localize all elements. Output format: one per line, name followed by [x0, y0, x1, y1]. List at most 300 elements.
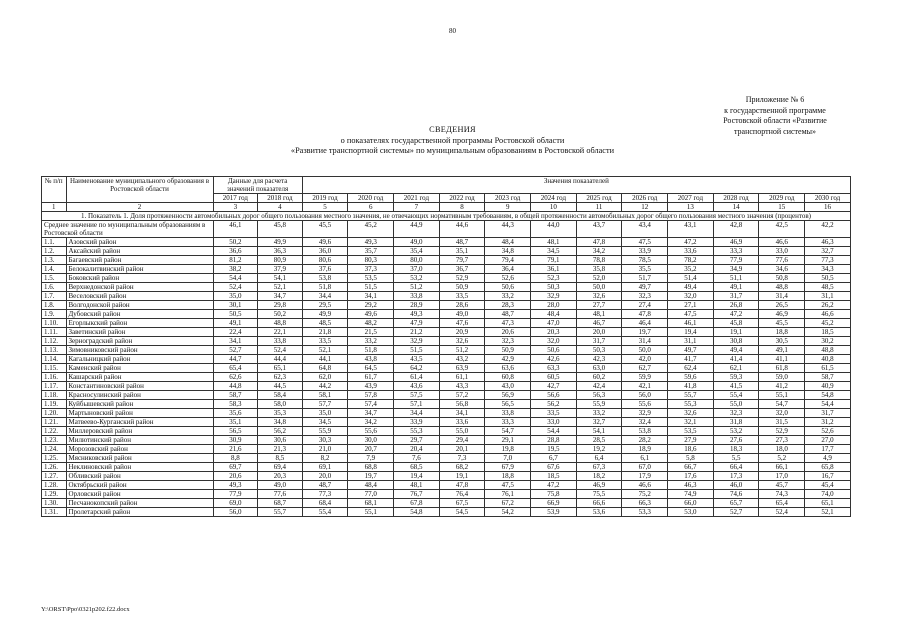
- value-cell: 74,0: [805, 490, 851, 499]
- value-cell: 27,9: [668, 436, 714, 445]
- value-cell: 43,0: [485, 382, 531, 391]
- value-cell: 50,2: [258, 310, 303, 319]
- value-cell: 45,2: [348, 221, 394, 238]
- column-number: 8: [439, 203, 485, 212]
- value-cell: 58,1: [302, 391, 348, 400]
- value-cell: 32,9: [531, 292, 577, 301]
- value-cell: 47,5: [668, 310, 714, 319]
- value-cell: 18,5: [531, 472, 577, 481]
- value-cell: 32,7: [576, 418, 622, 427]
- value-cell: 36,6: [213, 247, 258, 256]
- value-cell: 76,4: [439, 490, 485, 499]
- value-cell: 41,5: [713, 382, 759, 391]
- value-cell: 42,0: [622, 355, 668, 364]
- table-row: [42, 454, 851, 463]
- value-cell: 52,4: [258, 346, 303, 355]
- value-cell: 19,5: [531, 445, 577, 454]
- value-cell: 62,3: [258, 373, 303, 382]
- value-cell: 49,7: [622, 283, 668, 292]
- value-cell: 61,4: [394, 373, 440, 382]
- value-cell: 50,6: [485, 283, 531, 292]
- header-calc-data: Данные для расчета значений показателя: [213, 177, 302, 194]
- value-cell: 35,0: [213, 292, 258, 301]
- value-cell: 57,7: [302, 400, 348, 409]
- value-cell: 52,0: [576, 274, 622, 283]
- value-cell: 17,3: [713, 472, 759, 481]
- column-number: 6: [348, 203, 394, 212]
- value-cell: 67,3: [576, 463, 622, 472]
- value-cell: 44,8: [213, 382, 258, 391]
- value-cell: 32,3: [485, 337, 531, 346]
- value-cell: 34,5: [531, 247, 577, 256]
- value-cell: 20,3: [531, 328, 577, 337]
- value-cell: 67,5: [439, 499, 485, 508]
- value-cell: 56,2: [258, 427, 303, 436]
- value-cell: 41,8: [668, 382, 714, 391]
- value-cell: 47,2: [531, 481, 577, 490]
- value-cell: 57,5: [394, 391, 440, 400]
- row-number: 1.15.: [42, 364, 67, 373]
- table-row: [42, 436, 851, 445]
- value-cell: 76,7: [394, 490, 440, 499]
- value-cell: 54,4: [531, 427, 577, 436]
- appendix-line: транспортной системы»: [733, 126, 817, 136]
- value-cell: 19,4: [394, 472, 440, 481]
- value-cell: 53,2: [394, 274, 440, 283]
- value-cell: 55,3: [394, 427, 440, 436]
- value-cell: 50,0: [622, 346, 668, 355]
- value-cell: 48,1: [394, 481, 440, 490]
- value-cell: 42,9: [485, 355, 531, 364]
- value-cell: 52,6: [805, 427, 851, 436]
- average-name: Среднее значение по муниципальным образованиям в Ростовской области: [42, 221, 214, 238]
- table-row: [42, 490, 851, 499]
- value-cell: 49,4: [668, 283, 714, 292]
- value-cell: 56,5: [213, 427, 258, 436]
- value-cell: 34,9: [713, 265, 759, 274]
- value-cell: 49,6: [302, 238, 348, 247]
- value-cell: 17,7: [805, 445, 851, 454]
- value-cell: 59,9: [622, 373, 668, 382]
- value-cell: 34,2: [348, 418, 394, 427]
- value-cell: 28,9: [394, 301, 440, 310]
- value-cell: 48,7: [302, 481, 348, 490]
- value-cell: 47,5: [485, 481, 531, 490]
- value-cell: 48,5: [302, 319, 348, 328]
- district-name: Константиновский район: [66, 382, 213, 391]
- value-cell: 20,0: [302, 472, 348, 481]
- value-cell: 29,2: [348, 301, 394, 310]
- value-cell: 20,0: [576, 328, 622, 337]
- value-cell: 49,9: [258, 238, 303, 247]
- value-cell: 31,7: [713, 292, 759, 301]
- value-cell: 46,9: [759, 310, 805, 319]
- value-cell: 32,7: [805, 247, 851, 256]
- value-cell: 47,2: [713, 310, 759, 319]
- value-cell: 46,7: [576, 319, 622, 328]
- value-cell: 65,1: [258, 364, 303, 373]
- district-name: Веселовский район: [66, 292, 213, 301]
- value-cell: 52,7: [713, 508, 759, 517]
- value-cell: 31,1: [668, 337, 714, 346]
- value-cell: 30,0: [348, 436, 394, 445]
- value-cell: 48,8: [258, 319, 303, 328]
- district-name: Октябрьский район: [66, 481, 213, 490]
- district-name: Красносулинский район: [66, 391, 213, 400]
- value-cell: 47,8: [576, 238, 622, 247]
- header-name: Наименование муниципального образования в Ростовской области: [66, 177, 213, 203]
- value-cell: 59,3: [713, 373, 759, 382]
- value-cell: 18,8: [759, 328, 805, 337]
- value-cell: 31,4: [759, 292, 805, 301]
- value-cell: 33,0: [759, 247, 805, 256]
- value-cell: 30,1: [213, 301, 258, 310]
- district-name: Мартыновский район: [66, 409, 213, 418]
- value-cell: 56,2: [531, 400, 577, 409]
- value-cell: 17,0: [759, 472, 805, 481]
- value-cell: 49,1: [759, 346, 805, 355]
- value-cell: 33,0: [531, 418, 577, 427]
- value-cell: 49,6: [348, 310, 394, 319]
- value-cell: 52,1: [258, 283, 303, 292]
- row-number: 1.2.: [42, 247, 67, 256]
- district-name: Орловский район: [66, 490, 213, 499]
- value-cell: 78,2: [668, 256, 714, 265]
- value-cell: 78,5: [622, 256, 668, 265]
- value-cell: 19,8: [485, 445, 531, 454]
- column-number: 5: [302, 203, 348, 212]
- value-cell: 51,2: [394, 283, 440, 292]
- value-cell: 54,4: [213, 274, 258, 283]
- value-cell: 44,0: [531, 221, 577, 238]
- value-cell: 17,9: [622, 472, 668, 481]
- value-cell: 66,0: [668, 499, 714, 508]
- value-cell: 32,9: [394, 337, 440, 346]
- value-cell: 47,9: [394, 319, 440, 328]
- value-cell: 30,2: [805, 337, 851, 346]
- value-cell: 18,3: [713, 445, 759, 454]
- district-name: Дубовский район: [66, 310, 213, 319]
- table-row: [42, 301, 851, 310]
- value-cell: 45,5: [302, 221, 348, 238]
- value-cell: 19,1: [713, 328, 759, 337]
- value-cell: 34,5: [302, 418, 348, 427]
- value-cell: 74,3: [759, 490, 805, 499]
- value-cell: 67,6: [531, 463, 577, 472]
- value-cell: 49,0: [258, 481, 303, 490]
- value-cell: 21,8: [302, 328, 348, 337]
- value-cell: 27,7: [576, 301, 622, 310]
- value-cell: 20,4: [394, 445, 440, 454]
- value-cell: 51,2: [439, 346, 485, 355]
- value-cell: 79,1: [531, 256, 577, 265]
- value-cell: 69,0: [213, 499, 258, 508]
- district-name: Куйбышевский район: [66, 400, 213, 409]
- value-cell: 55,0: [713, 400, 759, 409]
- row-number: 1.21.: [42, 418, 67, 427]
- value-cell: 55,1: [759, 391, 805, 400]
- value-cell: 21,6: [213, 445, 258, 454]
- table-row: [42, 427, 851, 436]
- value-cell: 43,2: [439, 355, 485, 364]
- value-cell: 18,2: [576, 472, 622, 481]
- value-cell: 53,8: [622, 427, 668, 436]
- value-cell: 34,4: [394, 409, 440, 418]
- value-cell: 40,9: [805, 382, 851, 391]
- value-cell: 5,2: [759, 454, 805, 463]
- value-cell: 33,6: [439, 418, 485, 427]
- value-cell: 50,6: [531, 346, 577, 355]
- table-row: [42, 292, 851, 301]
- column-number: 2: [66, 203, 213, 212]
- value-cell: 49,3: [394, 310, 440, 319]
- header-year: 2021 год: [394, 194, 440, 203]
- header-year: 2025 год: [576, 194, 622, 203]
- table-row: [42, 364, 851, 373]
- value-cell: 44,1: [302, 355, 348, 364]
- indicator-description: 1. Показатель 1. Доля протяженности автомобильных дорог общего пользования местного значения, не отвечающих нормативным требованиям, в общей протяженности автомобильных дорог общего пользования местного значения (процентов): [42, 212, 851, 221]
- header-year: 2022 год: [439, 194, 485, 203]
- value-cell: 75,8: [531, 490, 577, 499]
- table-row: [42, 445, 851, 454]
- value-cell: 29,5: [302, 301, 348, 310]
- value-cell: 53,5: [668, 427, 714, 436]
- value-cell: 29,7: [394, 436, 440, 445]
- value-cell: 55,3: [668, 400, 714, 409]
- value-cell: 42,2: [805, 221, 851, 238]
- value-cell: 22,1: [258, 328, 303, 337]
- district-name: Мясниковский район: [66, 454, 213, 463]
- value-cell: 44,4: [258, 355, 303, 364]
- value-cell: 21,0: [302, 445, 348, 454]
- value-cell: 20,1: [439, 445, 485, 454]
- value-cell: 19,4: [668, 328, 714, 337]
- value-cell: 34,1: [348, 292, 394, 301]
- value-cell: 50,0: [576, 283, 622, 292]
- value-cell: 16,7: [805, 472, 851, 481]
- value-cell: 58,4: [258, 391, 303, 400]
- value-cell: 45,2: [805, 319, 851, 328]
- value-cell: 33,5: [302, 337, 348, 346]
- value-cell: 20,9: [439, 328, 485, 337]
- value-cell: 33,8: [485, 409, 531, 418]
- value-cell: 56,0: [213, 508, 258, 517]
- value-cell: 52,3: [531, 274, 577, 283]
- value-cell: 80,3: [348, 256, 394, 265]
- value-cell: 55,7: [258, 508, 303, 517]
- value-cell: 47,2: [668, 238, 714, 247]
- value-cell: 56,3: [576, 391, 622, 400]
- row-number: 1.4.: [42, 265, 67, 274]
- value-cell: 48,8: [759, 283, 805, 292]
- value-cell: 8,2: [302, 454, 348, 463]
- value-cell: 50,2: [213, 238, 258, 247]
- table-row: [42, 346, 851, 355]
- value-cell: 56,6: [531, 391, 577, 400]
- value-cell: 35,7: [348, 247, 394, 256]
- value-cell: 20,3: [258, 472, 303, 481]
- column-number: 7: [394, 203, 440, 212]
- value-cell: 26,8: [713, 301, 759, 310]
- value-cell: 48,4: [348, 481, 394, 490]
- value-cell: 56,8: [439, 400, 485, 409]
- value-cell: 74,9: [668, 490, 714, 499]
- value-cell: 34,2: [576, 247, 622, 256]
- table-row: [42, 337, 851, 346]
- value-cell: 51,7: [622, 274, 668, 283]
- value-cell: 46,4: [622, 319, 668, 328]
- value-cell: 31,5: [759, 418, 805, 427]
- table-row: [42, 463, 851, 472]
- value-cell: 6,4: [576, 454, 622, 463]
- value-cell: 21,3: [258, 445, 303, 454]
- district-name: Аксайский район: [66, 247, 213, 256]
- value-cell: 54,1: [576, 427, 622, 436]
- column-number: 1: [42, 203, 67, 212]
- page-number: 80: [449, 27, 456, 35]
- row-number: 1.13.: [42, 346, 67, 355]
- value-cell: 42,4: [576, 382, 622, 391]
- value-cell: 19,7: [622, 328, 668, 337]
- value-cell: 21,2: [394, 328, 440, 337]
- value-cell: 41,4: [713, 355, 759, 364]
- value-cell: 19,7: [348, 472, 394, 481]
- district-name: Кагальницкий район: [66, 355, 213, 364]
- district-name: Милютинский район: [66, 436, 213, 445]
- district-name: Зимовниковский район: [66, 346, 213, 355]
- value-cell: 21,5: [348, 328, 394, 337]
- value-cell: 33,2: [576, 409, 622, 418]
- file-path-footer: Y:\ORST\Ppo\0321p202.f22.docx: [41, 606, 130, 613]
- value-cell: 69,1: [302, 463, 348, 472]
- value-cell: 7,6: [394, 454, 440, 463]
- value-cell: 35,3: [258, 409, 303, 418]
- header-year: 2017 год: [213, 194, 258, 203]
- title-line-1: о показателях государственной программы Ростовской области: [340, 135, 565, 145]
- row-number: 1.12.: [42, 337, 67, 346]
- header-year: 2018 год: [258, 194, 303, 203]
- value-cell: 77,3: [302, 490, 348, 499]
- value-cell: 36,0: [302, 247, 348, 256]
- row-number: 1.3.: [42, 256, 67, 265]
- header-row: [42, 177, 851, 194]
- district-name: Зерноградский район: [66, 337, 213, 346]
- value-cell: 32,1: [668, 418, 714, 427]
- value-cell: 36,1: [531, 265, 577, 274]
- value-cell: 80,6: [302, 256, 348, 265]
- value-cell: 58,0: [258, 400, 303, 409]
- value-cell: 49,0: [394, 238, 440, 247]
- value-cell: 51,8: [302, 283, 348, 292]
- row-number: 1.17.: [42, 382, 67, 391]
- value-cell: 81,2: [213, 256, 258, 265]
- value-cell: 32,6: [439, 337, 485, 346]
- district-name: Матвеево-Курганский район: [66, 418, 213, 427]
- value-cell: 49,3: [213, 481, 258, 490]
- value-cell: 33,5: [439, 292, 485, 301]
- value-cell: 74,6: [713, 490, 759, 499]
- value-cell: 69,7: [213, 463, 258, 472]
- value-cell: 32,0: [668, 292, 714, 301]
- table-row: [42, 409, 851, 418]
- value-cell: 52,1: [805, 508, 851, 517]
- value-cell: 65,4: [759, 499, 805, 508]
- table-row: [42, 283, 851, 292]
- value-cell: 27,1: [668, 301, 714, 310]
- value-cell: 34,6: [759, 265, 805, 274]
- value-cell: 46,3: [668, 481, 714, 490]
- value-cell: 80,9: [258, 256, 303, 265]
- value-cell: 46,9: [713, 238, 759, 247]
- value-cell: 43,6: [394, 382, 440, 391]
- value-cell: 20,7: [348, 445, 394, 454]
- header-year: 2019 год: [302, 194, 348, 203]
- value-cell: 44,3: [485, 221, 531, 238]
- value-cell: 35,8: [576, 265, 622, 274]
- column-number: 11: [576, 203, 622, 212]
- district-name: Неклиновский район: [66, 463, 213, 472]
- value-cell: 51,5: [348, 283, 394, 292]
- value-cell: 65,8: [805, 463, 851, 472]
- value-cell: 35,6: [213, 409, 258, 418]
- value-cell: 61,1: [439, 373, 485, 382]
- value-cell: 33,3: [713, 247, 759, 256]
- value-cell: 34,8: [258, 418, 303, 427]
- district-name: Песчанокопский район: [66, 499, 213, 508]
- value-cell: 53,5: [348, 274, 394, 283]
- value-cell: 42,7: [531, 382, 577, 391]
- row-number: 1.16.: [42, 373, 67, 382]
- value-cell: 46,0: [713, 481, 759, 490]
- value-cell: 32,9: [622, 409, 668, 418]
- column-number: 12: [622, 203, 668, 212]
- value-cell: 60,2: [576, 373, 622, 382]
- header-year: 2028 год: [713, 194, 759, 203]
- indicator-row: [42, 212, 851, 221]
- value-cell: 47,8: [622, 310, 668, 319]
- value-cell: 57,4: [348, 400, 394, 409]
- value-cell: 34,1: [213, 337, 258, 346]
- value-cell: 57,8: [348, 391, 394, 400]
- value-cell: 46,6: [759, 238, 805, 247]
- district-name: Азовский район: [66, 238, 213, 247]
- row-number: 1.10.: [42, 319, 67, 328]
- value-cell: 43,3: [439, 382, 485, 391]
- value-cell: 34,7: [348, 409, 394, 418]
- value-cell: 67,0: [622, 463, 668, 472]
- value-cell: 53,2: [713, 427, 759, 436]
- value-cell: 54,4: [805, 400, 851, 409]
- value-cell: 46,9: [576, 481, 622, 490]
- header-year: 2024 год: [531, 194, 577, 203]
- value-cell: 55,9: [302, 427, 348, 436]
- table-row: [42, 382, 851, 391]
- value-cell: 32,3: [713, 409, 759, 418]
- value-cell: 44,7: [213, 355, 258, 364]
- value-cell: 55,1: [348, 508, 394, 517]
- value-cell: 64,8: [302, 364, 348, 373]
- value-cell: 45,8: [258, 221, 303, 238]
- value-cell: 38,2: [213, 265, 258, 274]
- column-number: 9: [485, 203, 531, 212]
- value-cell: 57,2: [439, 391, 485, 400]
- district-name: Морозовский район: [66, 445, 213, 454]
- value-cell: 63,9: [439, 364, 485, 373]
- value-cell: 48,5: [805, 283, 851, 292]
- row-number: 1.11.: [42, 328, 67, 337]
- value-cell: 33,3: [485, 418, 531, 427]
- value-cell: 35,0: [302, 409, 348, 418]
